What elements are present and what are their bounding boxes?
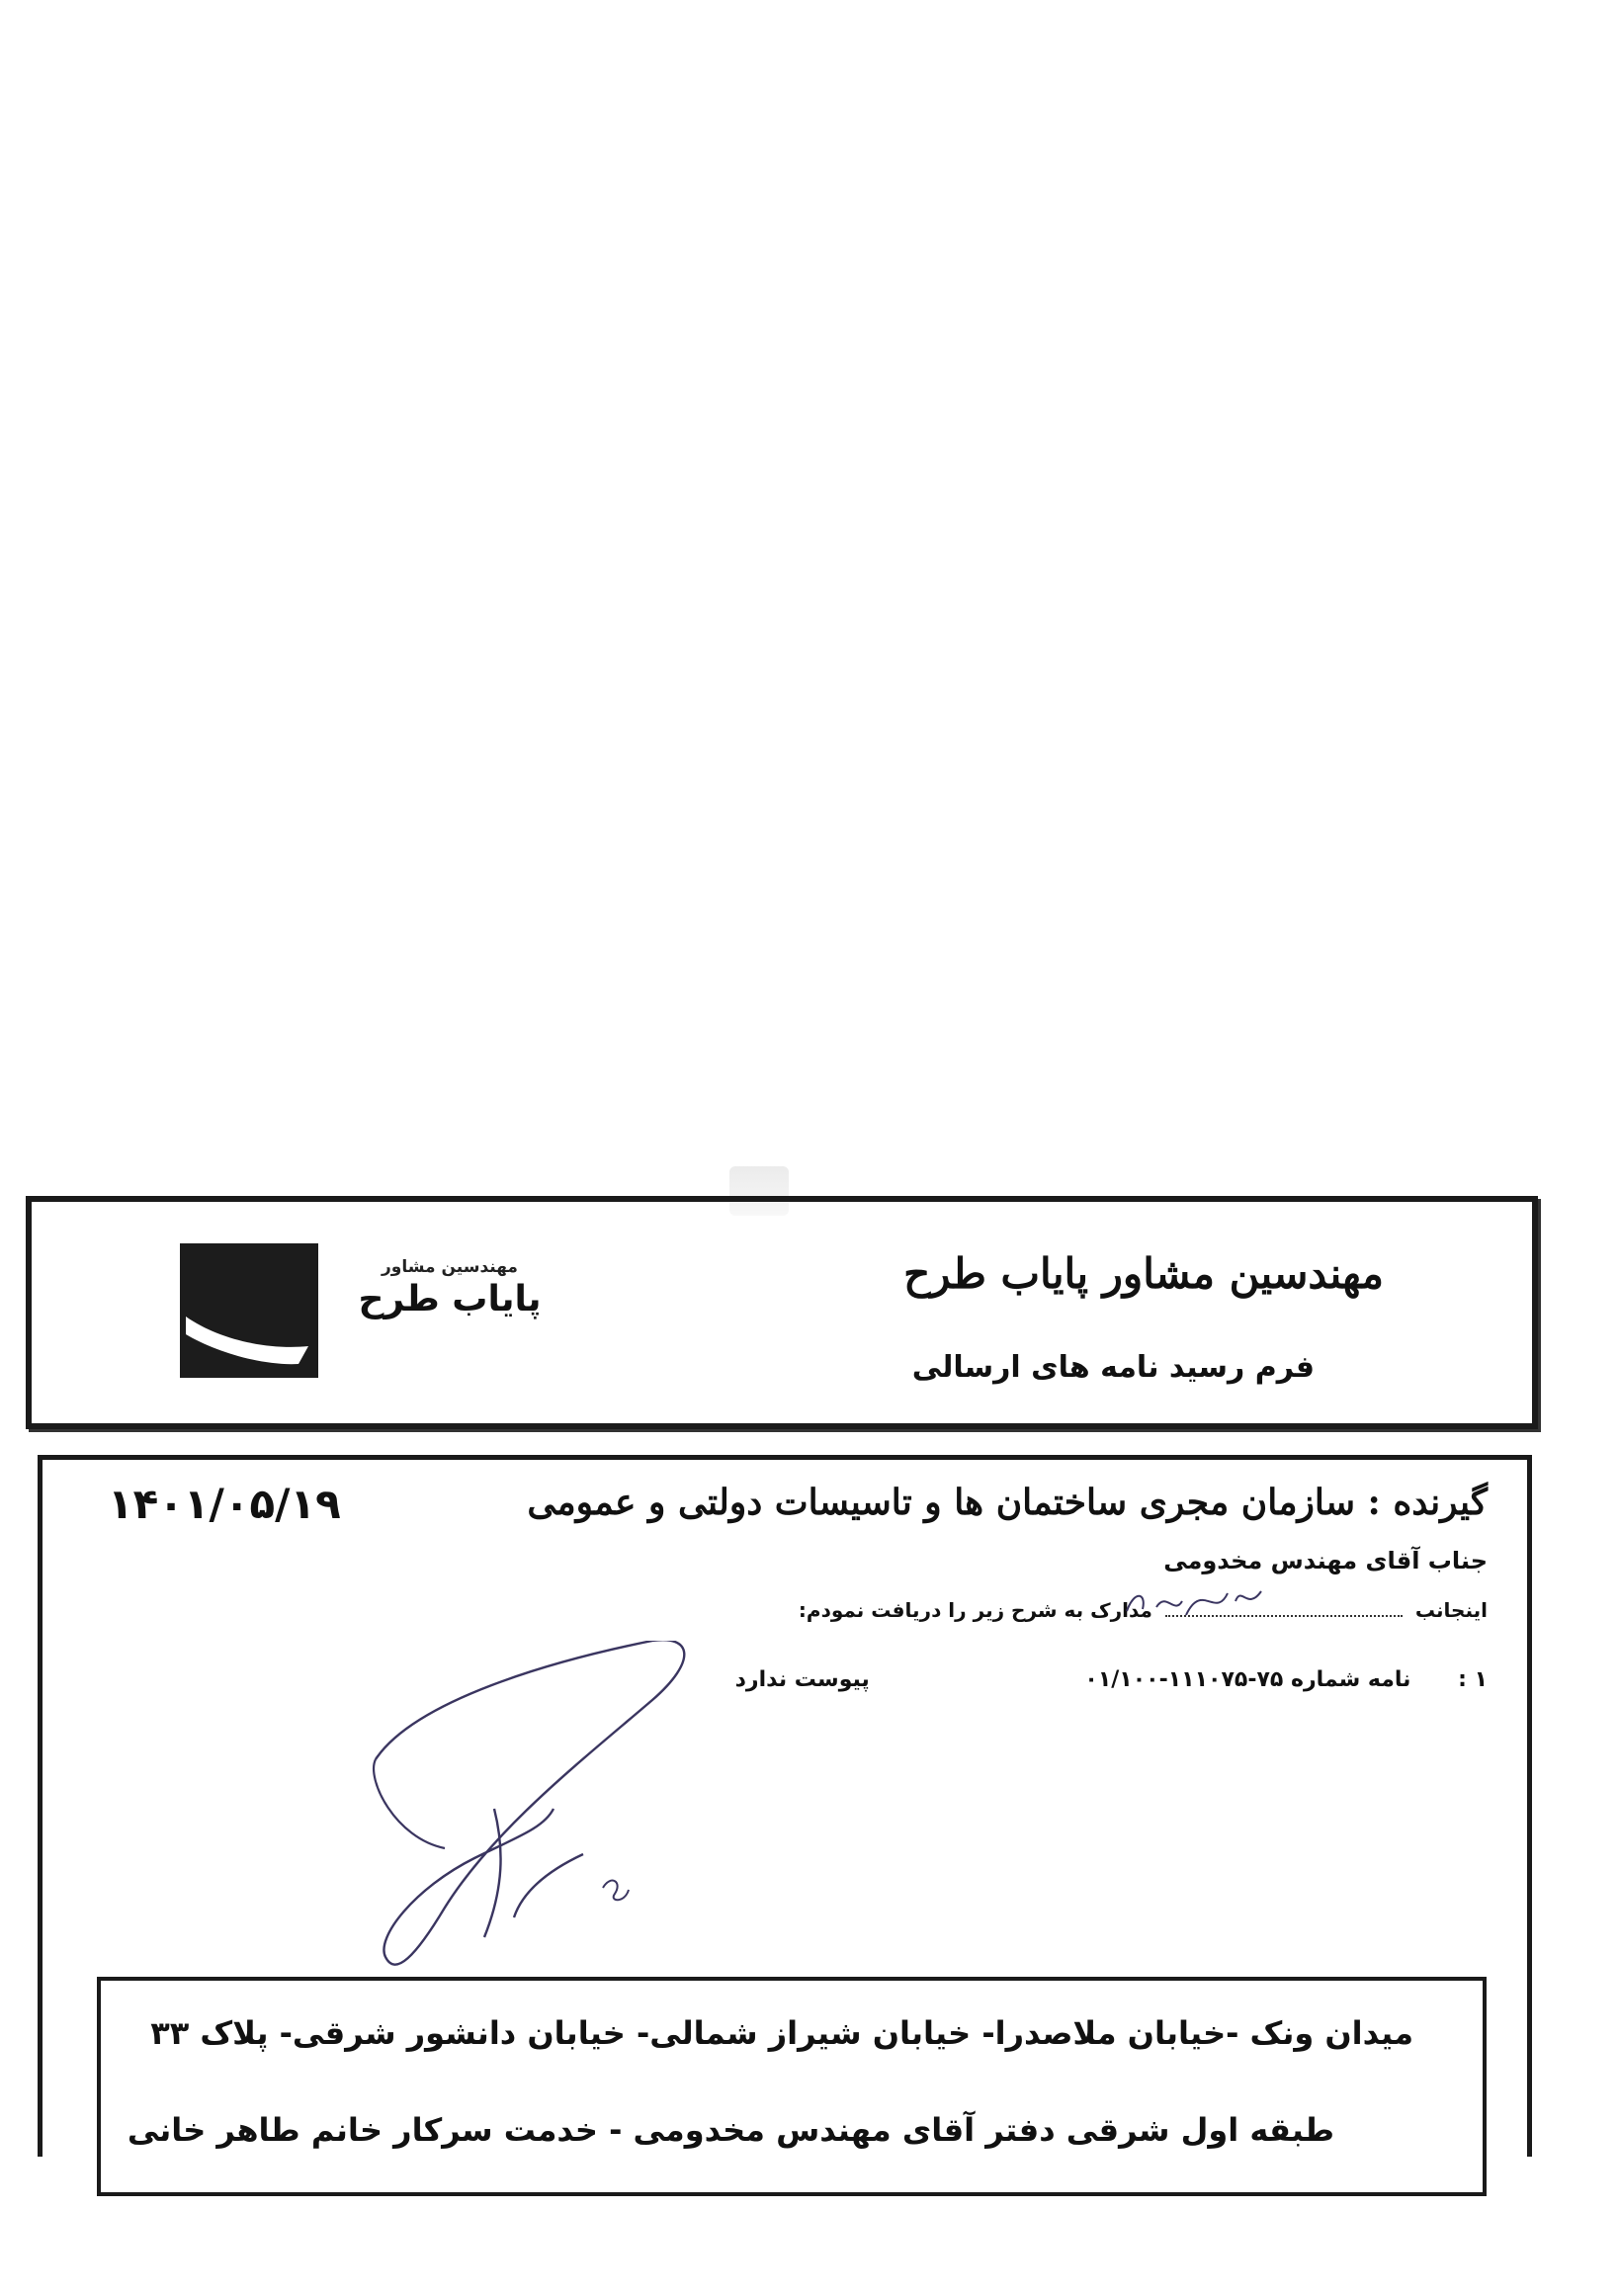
attention-line: جناب آقای مهندس مخدومی [1163, 1547, 1488, 1574]
letterhead-box [26, 1196, 1538, 1429]
address-box [97, 1977, 1487, 2196]
letter-date: ۱۴۰۱/۰۵/۱۹ [108, 1480, 341, 1528]
received-prefix: اینجانب [1414, 1598, 1488, 1622]
address-line-1: میدان ونک -خیابان ملاصدرا- خیابان شیراز شمالی- خیابان دانشور شرقی- پلاک ۳۳ [150, 2014, 1413, 2052]
list-item [735, 1667, 1488, 1692]
address-line-2: طبقه اول شرقی دفتر آقای مهندس مخدومی - خدمت سرکار خانم طاهر خانی [127, 2111, 1334, 2149]
company-logo [180, 1243, 318, 1378]
form-title: فرم رسید نامه های ارسالی [911, 1350, 1315, 1385]
company-title: مهندسین مشاور پایاب طرح [903, 1249, 1384, 1298]
handwritten-signature [356, 1641, 771, 1997]
item-note: پیوست ندارد [734, 1667, 870, 1692]
handwritten-name-signature [1117, 1572, 1275, 1631]
logo-subtitle: مهندسین مشاور [382, 1257, 518, 1277]
logo-graphic [180, 1243, 318, 1378]
logo-name: پایاب طرح [358, 1279, 542, 1319]
item-number: ۱ : [1458, 1667, 1488, 1692]
recipient-line: گیرنده : سازمان مجری ساختمان ها و تاسیسات دولتی و عمومی [527, 1482, 1488, 1523]
logo-wordmark [346, 1257, 554, 1319]
received-suffix: مدارک به شرح زیر را دریافت نمودم: [798, 1598, 1152, 1622]
item-text: نامه شماره ۷۵-۱۱۱۰۷۵-۰۱/۱۰۰ [1084, 1667, 1411, 1692]
